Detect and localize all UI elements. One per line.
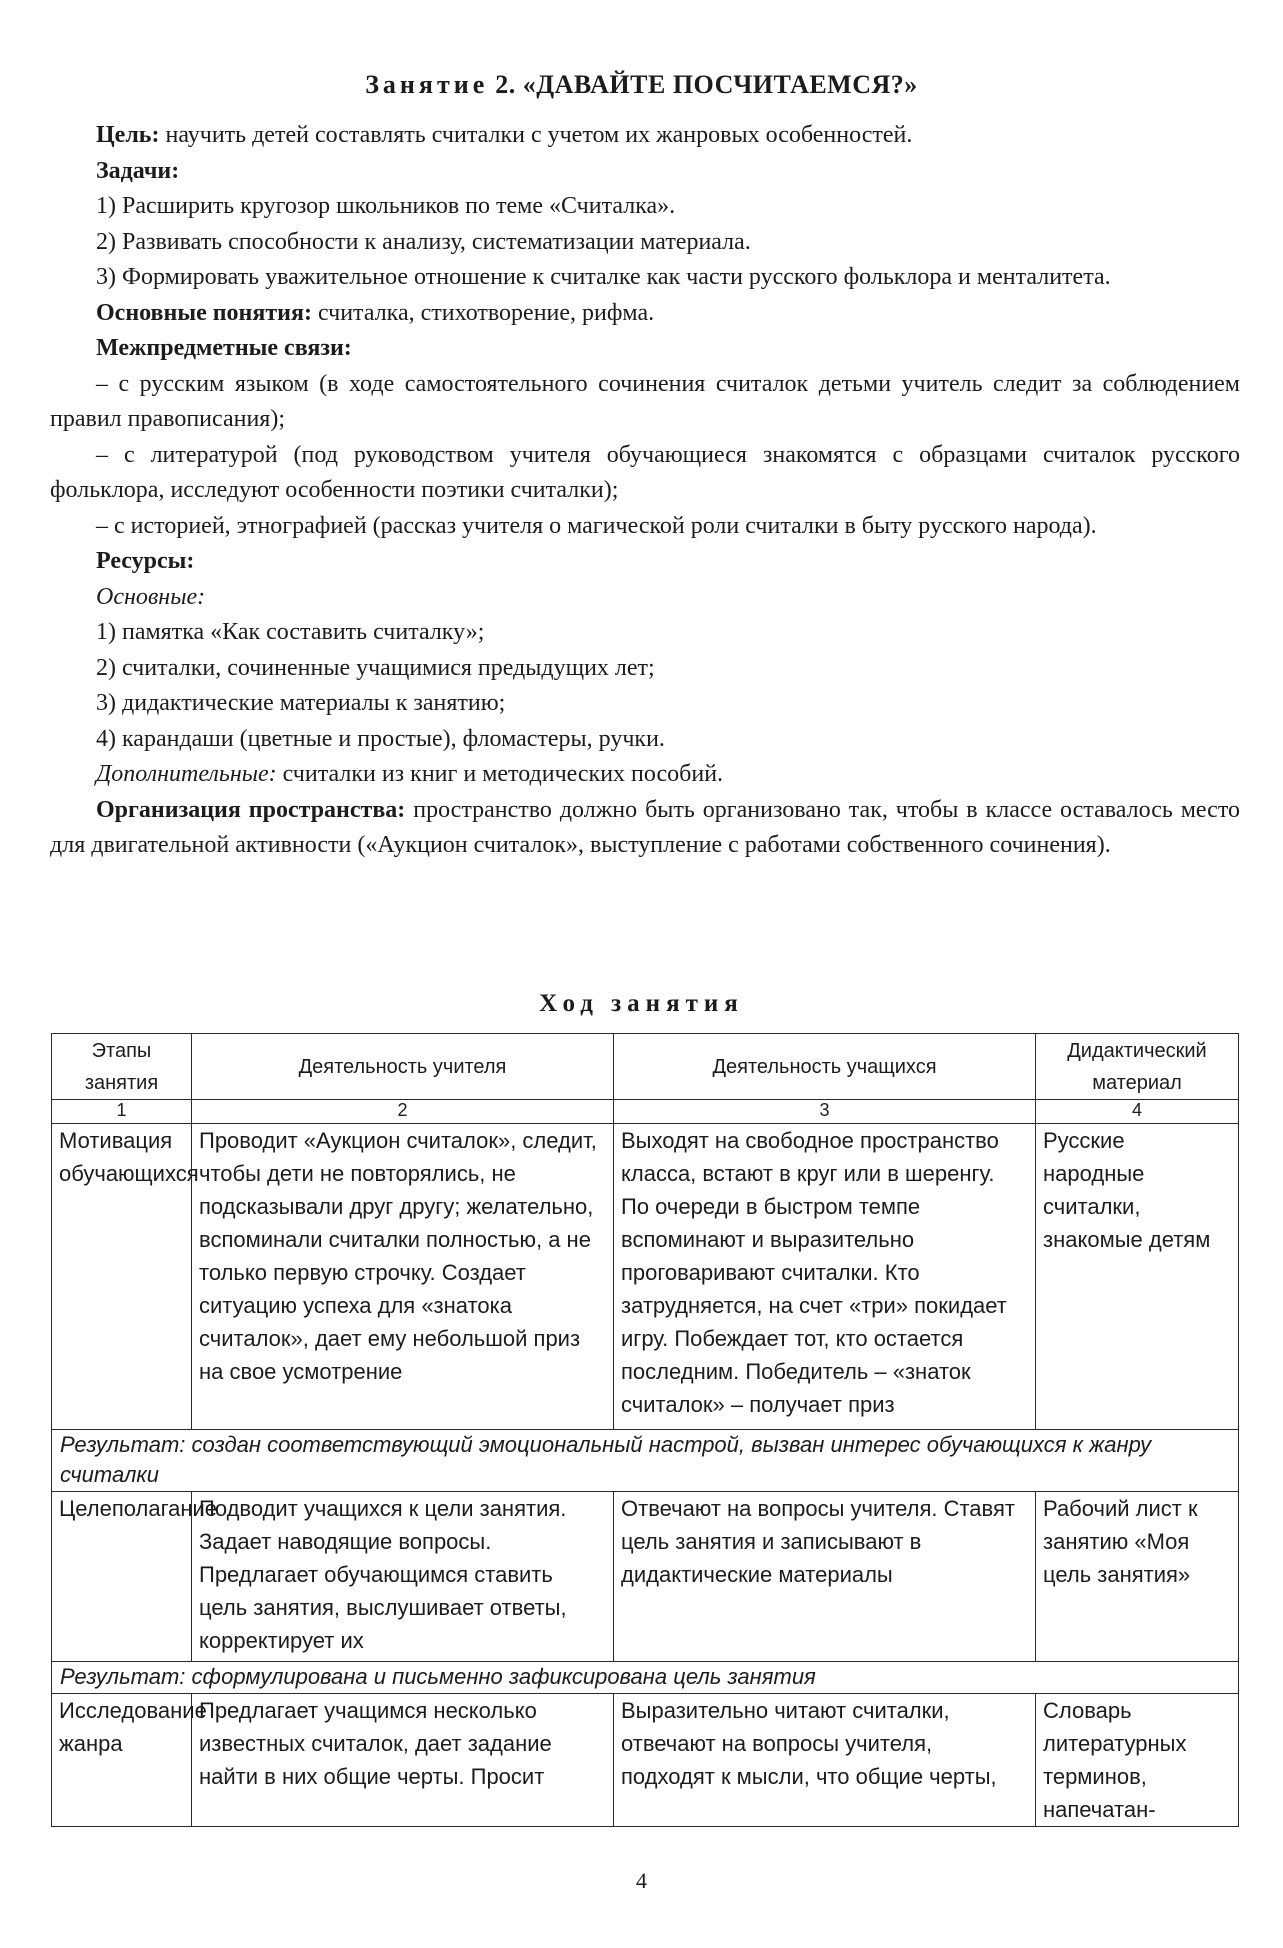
resource-item: 2) считалки, сочиненные учащимися предыдущих лет; (96, 654, 655, 681)
students-cell: Выходят на свободное пространство класса, встают в круг или в шеренгу. По очереди в быстром темпе вспоминают и выразительно проговаривают считалки. Кто затрудняется, на счет «три» покидает игру. Побеждает тот, кто остается последним. Победитель – «знаток считалок» – получает приз (614, 1124, 1036, 1430)
lesson-description (50, 118, 1240, 864)
column-number: 3 (614, 1100, 1036, 1124)
table-header-row (52, 1034, 1239, 1100)
students-cell: Выразительно читают считалки, отвечают на вопросы учителя, подходят к мысли, что общие черты, (614, 1694, 1036, 1827)
stage-cell: Мотивация обучающихся (52, 1124, 192, 1430)
space-paragraph (50, 793, 1240, 864)
teacher-cell: Подводит учащихся к цели занятия. Задает наводящие вопросы. Предлагает обучающимся ставить цель занятия, выслушивает ответы, корректирует их (192, 1492, 614, 1662)
resource-item: 3) дидактические материалы к занятию; (96, 690, 506, 716)
header-material: Дидактический материал (1036, 1034, 1239, 1100)
table-row (52, 1694, 1239, 1827)
concepts-text: считалка, стихотворение, рифма. (311, 299, 655, 326)
table-row (52, 1492, 1239, 1662)
table-number-row (52, 1100, 1239, 1124)
table-row (52, 1124, 1239, 1430)
concepts-label: Основные понятия: (96, 299, 312, 326)
material-cell: Русские народные считалки, знакомые детям (1036, 1124, 1239, 1430)
concepts-paragraph (50, 296, 1240, 332)
material-cell: Рабочий лист к занятию «Моя цель занятия» (1036, 1492, 1239, 1662)
stage-cell: Целеполагание (52, 1492, 192, 1662)
goal-paragraph (50, 118, 1240, 154)
page-number: 4 (636, 1868, 647, 1893)
links-label: Межпредметные связи: (96, 335, 352, 361)
resources-label: Ресурсы: (96, 548, 195, 574)
teacher-cell: Предлагает учащимся несколько известных считалок, дает задание найти в них общие черты. Просит (192, 1694, 614, 1827)
link-item: – с историей, этнографией (рассказ учителя о магической роли считалки в быту русского народа). (96, 512, 1097, 539)
tasks-label: Задачи: (96, 157, 180, 184)
resources-extra-text: считалки из книг и методических пособий. (276, 761, 724, 787)
stage-cell: Исследование жанра (52, 1694, 192, 1827)
link-item: – с русским языком (в ходе самостоятельного сочинения считалок детьми учитель следит за соблюдением правил правописания); (50, 370, 1240, 432)
space-label: Организация пространства: (96, 796, 406, 823)
result-cell: Результат: создан соответствующий эмоциональный настрой, вызван интерес обучающихся к жанру считалки (52, 1430, 1239, 1492)
resources-extra-label: Дополнительные: (96, 761, 277, 787)
column-number: 4 (1036, 1100, 1239, 1124)
teacher-cell: Проводит «Аукцион считалок», следит, чтобы дети не повторялись, не подсказывали друг другу; желательно, вспоминали считалки полностью, а не только первую строчку. Создает ситуацию успеха для «знатока считалок», дает ему небольшой приз на свое усмотрение (192, 1124, 614, 1430)
task-item: 2) Развивать способности к анализу, систематизации материала. (96, 228, 751, 255)
students-cell: Отвечают на вопросы учителя. Ставят цель занятия и записывают в дидактические материалы (614, 1492, 1036, 1662)
goal-label: Цель: (96, 122, 160, 148)
header-teacher: Деятельность учителя (192, 1034, 614, 1100)
resource-item: 4) карандаши (цветные и простые), фломастеры, ручки. (96, 725, 665, 752)
lesson-title (0, 70, 1283, 100)
lesson-flow-title: Ход занятия (539, 990, 744, 1017)
link-item: – с литературой (под руководством учителя обучающиеся знакомятся с образцами считалок русского фольклора, исследуют особенности поэтики считалки); (50, 441, 1240, 503)
header-students: Деятельность учащихся (614, 1034, 1036, 1100)
goal-text: научить детей составлять считалки с учетом их жанровых особенностей. (159, 122, 913, 148)
space-text: пространство должно быть организовано так, чтобы в классе оставалось место для двигательной активности («Аукцион считалок», выступление с работами собственного сочинения). (50, 796, 1240, 858)
lesson-plan-table (51, 1033, 1239, 1827)
task-item: 1) Расширить кругозор школьников по теме «Считалка». (96, 193, 676, 219)
lesson-title-text: 2. «ДАВАЙТЕ ПОСЧИТАЕМСЯ?» (488, 70, 918, 99)
column-number: 1 (52, 1100, 192, 1124)
result-cell: Результат: сформулирована и письменно зафиксирована цель занятия (52, 1662, 1239, 1694)
result-row (52, 1430, 1239, 1492)
header-stage: Этапы занятия (52, 1034, 192, 1100)
resources-extra-paragraph (50, 757, 1240, 793)
resources-main-label: Основные: (96, 583, 206, 610)
task-item: 3) Формировать уважительное отношение к считалке как части русского фольклора и менталитета. (96, 264, 1111, 290)
material-cell: Словарь литературных терминов, напечатан- (1036, 1694, 1239, 1827)
column-number: 2 (192, 1100, 614, 1124)
result-row (52, 1662, 1239, 1694)
resource-item: 1) памятка «Как составить считалку»; (96, 619, 485, 645)
lesson-title-prefix: Занятие (365, 70, 489, 99)
